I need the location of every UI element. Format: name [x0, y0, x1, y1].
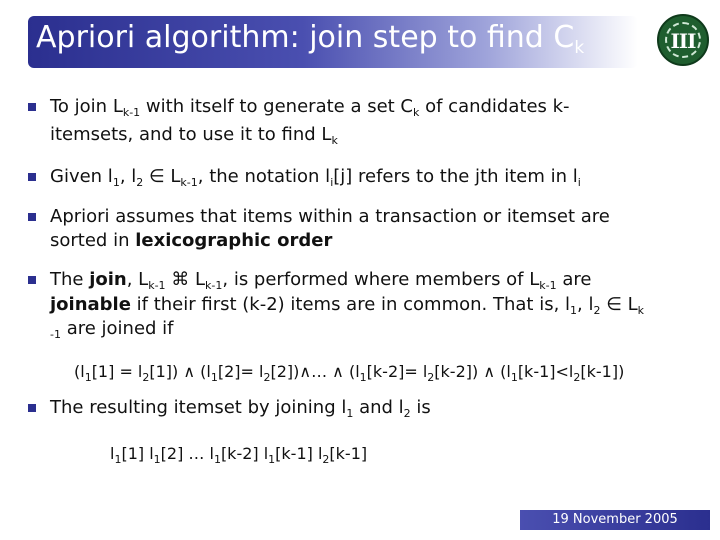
university-seal-icon [657, 14, 709, 66]
bullet-marker [28, 276, 36, 284]
seal-monogram: III [670, 29, 696, 53]
bullet-marker [28, 213, 36, 221]
bullet-3-line-2: sorted in lexicographic order [50, 230, 333, 251]
bullet-1-line-2: itemsets, and to use it to find $L_k$ [50, 124, 338, 147]
join-condition-formula: $(l_1[1] = l_2[1])$ ∧ ($l_1[2]=$ $l_2[2])\wedge\dots$ ∧ $(l_1[k-2]= l_2[k-2])$ ∧ $(l_1[k-1]<l_2[k-1])$ [74, 362, 625, 384]
bullet-marker [28, 404, 36, 412]
bullet-4-line-2: joinable if their first (k-2) items are in common. That is, $l_1$, $l_2$ ∈ $L_k$ [50, 294, 645, 317]
resulting-itemset-formula: $l_1[1]$ $l_1[2]$ … $l_1[k-2]$ $l_1[k-1]$ $l_2[k-1]$ [110, 444, 368, 466]
bullet-2-line: Given $l_1$, $l_2$ ∈ $L_{k-1}$, the notation $l_i[j]$ refers to the jth item in $l_i$ [50, 166, 581, 189]
footer-date: 19 November 2005 [552, 512, 678, 527]
bullet-5-line: The resulting itemset by joining $l_1$ and $l_2$ is [50, 397, 431, 420]
slide-title: Apriori algorithm: join step to find $C_k$ [36, 20, 585, 58]
bullet-marker [28, 103, 36, 111]
bullet-4-line-1: The join, $L_{k-1}$ ⌘ $L_{k-1}$, is performed where members of $L_{k-1}$ are [50, 269, 592, 292]
bullet-1-line-1: To join $L_{k-1}$ with itself to generate a set $C_k$ of candidates k- [50, 96, 570, 119]
bullet-marker [28, 173, 36, 181]
bullet-3-line-1: Apriori assumes that items within a transaction or itemset are [50, 206, 610, 227]
bullet-4-line-3: $_{-1}$ are joined if [50, 318, 174, 341]
